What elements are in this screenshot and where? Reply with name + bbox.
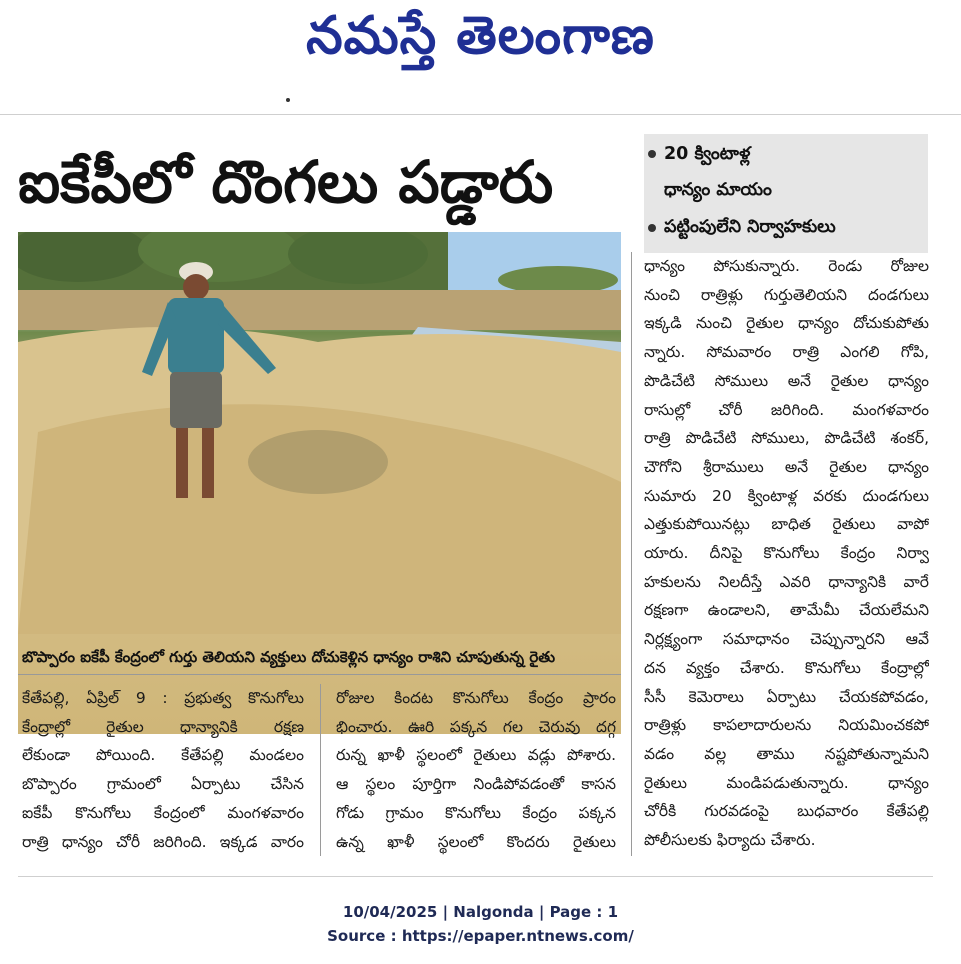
bullet-icon <box>648 224 656 232</box>
caption-divider <box>18 674 621 675</box>
highlight-2: పట్టింపులేని నిర్వాహకులు <box>664 217 836 237</box>
body-line: ఉన్న ఖాళీ స్థలంలో కొందరు రైతులు <box>336 832 616 851</box>
column-divider <box>631 252 632 856</box>
body-line: భించారు. ఊరి పక్కన గల చెరువు దగ్గ <box>336 717 616 736</box>
article-column-3 <box>644 252 929 855</box>
highlight-1-line1: 20 క్వింటాళ్ల <box>664 144 751 164</box>
body-line: రోజుల కిందట కొనుగోలు కేంద్రం ప్రారం <box>336 689 616 707</box>
body-line: సీసీ కెమెరాలు ఏర్పాటు చేయకపోవడం, <box>644 687 929 706</box>
article-column-2 <box>336 684 616 856</box>
bullet-icon <box>648 150 656 158</box>
body-line: హకులను నిలదీస్తే ఎవరి ధాన్యానికి వారే <box>644 572 929 591</box>
masthead <box>0 0 961 80</box>
photo-illustration <box>18 232 621 634</box>
bottom-divider <box>18 876 933 877</box>
body-line: ఆ స్థలం పూర్తిగా నిండిపోవడంతో కాసన <box>336 775 616 794</box>
footer-date-edition: 10/04/2025 | Nalgonda | Page : 1 <box>342 903 619 921</box>
body-line: ఇక్కడి నుంచి రైతుల ధాన్యం దోచుకుపోతు <box>644 314 929 333</box>
body-line: నిర్లక్ష్యంగా సమాధానం చెప్పున్నారని ఆవే <box>644 630 929 649</box>
top-divider <box>0 114 961 115</box>
body-line: రున్న ఖాళీ స్థలంలో రైతులు వడ్లు పోశారు. <box>336 746 616 765</box>
body-line: కేతేపల్లి, ఏప్రిల్ 9 : ప్రభుత్వ కొనుగోలు <box>22 689 304 707</box>
body-line: పొడిచేటి సోములు అనే రైతుల ధాన్యం <box>644 371 929 390</box>
body-line: చౌగోని శ్రీరాములు అనే రైతుల ధాన్యం <box>644 457 929 476</box>
article-headline: ఐకేపీలో దొంగలు పడ్డారు <box>18 148 554 216</box>
body-line: ధాన్యం పోసుకున్నారు. రెండు రోజుల <box>644 257 929 275</box>
footer <box>0 900 961 948</box>
article-clipping <box>18 128 933 876</box>
body-line: రాత్రి పొడిచేటి సోములు, పొడిచేటి శంకర్, <box>644 429 929 448</box>
body-line: గోడు గ్రామం కొనుగోలు కేంద్రం పక్కన <box>336 803 616 822</box>
highlights-box <box>644 134 928 253</box>
body-line: యారు. దీనిపై కొనుగోలు కేంద్రం నిర్వా <box>644 544 929 563</box>
body-line: నుంచి రాత్రిళ్లు గుర్తుతెలియని దండగులు <box>644 285 929 304</box>
body-line: రైతులు మండిపడుతున్నారు. ధాన్యం <box>644 773 929 792</box>
body-line: రాత్రి ధాన్యం చోరీ జరిగింది. ఇక్కడ వారం <box>22 832 304 851</box>
body-line: సుమారు 20 క్వింటాళ్ల వరకు దుండగులు <box>644 486 929 505</box>
photo-caption: బొప్పారం ఐకేపీ కేంద్రంలో గుర్తు తెలియని వ్యక్తులు దోచుకెళ్లిన ధాన్యం రాశిని చూపుతున్న రైతు <box>22 648 556 666</box>
footer-source-link[interactable]: Source : https://epaper.ntnews.com/ <box>327 927 634 945</box>
body-line: వడం వల్ల తాము నష్టపోతున్నామని <box>644 744 929 763</box>
masthead-dot <box>286 98 290 102</box>
column-divider <box>320 684 321 856</box>
article-column-1 <box>22 684 304 856</box>
body-line: కేంద్రాల్లో రైతుల ధాన్యానికి రక్షణ <box>22 717 304 736</box>
highlight-1-line2: ధాన్యం మాయం <box>664 180 772 200</box>
body-line: ఐకేపీ కొనుగోలు కేంద్రంలో మంగళవారం <box>22 803 304 822</box>
body-line: న్నారు. సోమవారం రాత్రి ఎంగలి గోపి, <box>644 343 929 362</box>
body-line: దన వ్యక్తం చేశారు. కొనుగోలు కేంద్రాల్లో <box>644 658 929 677</box>
body-line: రాత్రిళ్లు కాపలాదారులను నియమించకపో <box>644 716 929 735</box>
newspaper-logo: నమస్తే తెలంగాణ <box>306 6 655 66</box>
body-line: ఎత్తుకుపోయినట్లు బాధిత రైతులు వాపో <box>644 515 929 534</box>
body-line: రాసుల్లో చోరీ జరిగింది. మంగళవారం <box>644 400 929 419</box>
body-line: పోలీసులకు ఫిర్యాదు చేశారు. <box>644 831 816 850</box>
body-line: బొప్పారం గ్రామంలో ఏర్పాటు చేసిన <box>22 775 304 794</box>
body-line: రక్షణగా ఉండాలని, తామేమీ చేయలేమని <box>644 601 929 620</box>
body-line: లేకుండా పోయింది. కేతేపల్లి మండలం <box>22 746 304 765</box>
body-line: చోరీకి గురవడంపై బుధవారం కేతేపల్లి <box>644 802 929 821</box>
